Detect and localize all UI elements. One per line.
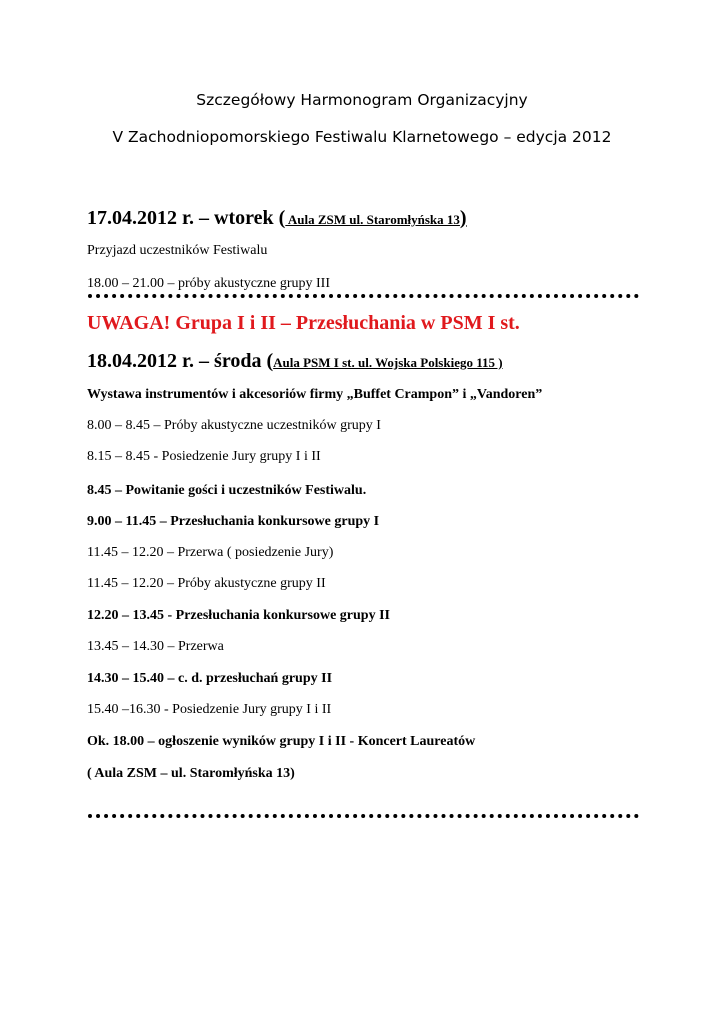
day2-heading	[87, 349, 503, 375]
day1-heading	[87, 206, 467, 232]
day2-item-break-jury: 11.45 – 12.20 – Przerwa ( posiedzenie Jury)	[87, 545, 334, 560]
day2-item-auditions-continued: 14.30 – 15.40 – c. d. przesłuchań grupy II	[87, 671, 333, 686]
document-title-line-1: Szczegółowy Harmonogram Organizacyjny	[196, 91, 528, 109]
day2-item-jury-meeting: 8.15 – 8.45 - Posiedzenie Jury grupy I i II	[87, 449, 321, 464]
day2-item-exhibition: Wystawa instrumentów i akcesoriów firmy „Buffet Crampon” i „Vandoren”	[87, 387, 543, 402]
day2-item-jury-meeting-final: 15.40 –16.30 - Posiedzenie Jury grupy I i II	[87, 702, 332, 717]
warning-notice: UWAGA! Grupa I i II – Przesłuchania w PSM I st.	[87, 312, 520, 334]
dotted-divider-bottom	[88, 814, 639, 818]
day1-item-rehearsal: 18.00 – 21.00 – próby akustyczne grupy III	[87, 276, 331, 291]
day1-item-arrival: Przyjazd uczestników Festiwalu	[87, 243, 268, 258]
day2-item-concert-venue: ( Aula ZSM – ul. Staromłyńska 13)	[87, 766, 295, 781]
day2-item-break: 13.45 – 14.30 – Przerwa	[87, 639, 224, 654]
day2-item-welcome: 8.45 – Powitanie gości i uczestników Festiwalu.	[87, 483, 367, 498]
day2-item-auditions-group2: 12.20 – 13.45 - Przesłuchania konkursowe grupy II	[87, 608, 390, 623]
day2-heading-date: 18.04.2012 r. – środa (	[87, 350, 274, 372]
day1-heading-venue: Aula ZSM ul. Staromłyńska 13	[285, 212, 460, 227]
day1-heading-date: 17.04.2012 r. – wtorek (	[87, 207, 286, 229]
day2-item-rehearsal-group2: 11.45 – 12.20 – Próby akustyczne grupy II	[87, 576, 326, 591]
day2-item-results-concert: Ok. 18.00 – ogłoszenie wyników grupy I i II - Koncert Laureatów	[87, 734, 476, 749]
day1-heading-close: )	[459, 207, 467, 229]
dotted-divider-top	[88, 294, 639, 298]
day2-heading-venue: Aula PSM I st. ul. Wojska Polskiego 115 )	[273, 355, 503, 370]
day2-item-auditions-group1: 9.00 – 11.45 – Przesłuchania konkursowe grupy I	[87, 514, 380, 529]
document-title-line-2: V Zachodniopomorskiego Festiwalu Klarnetowego – edycja 2012	[112, 128, 612, 146]
day2-item-rehearsal-group1: 8.00 – 8.45 – Próby akustyczne uczestników grupy I	[87, 418, 381, 433]
